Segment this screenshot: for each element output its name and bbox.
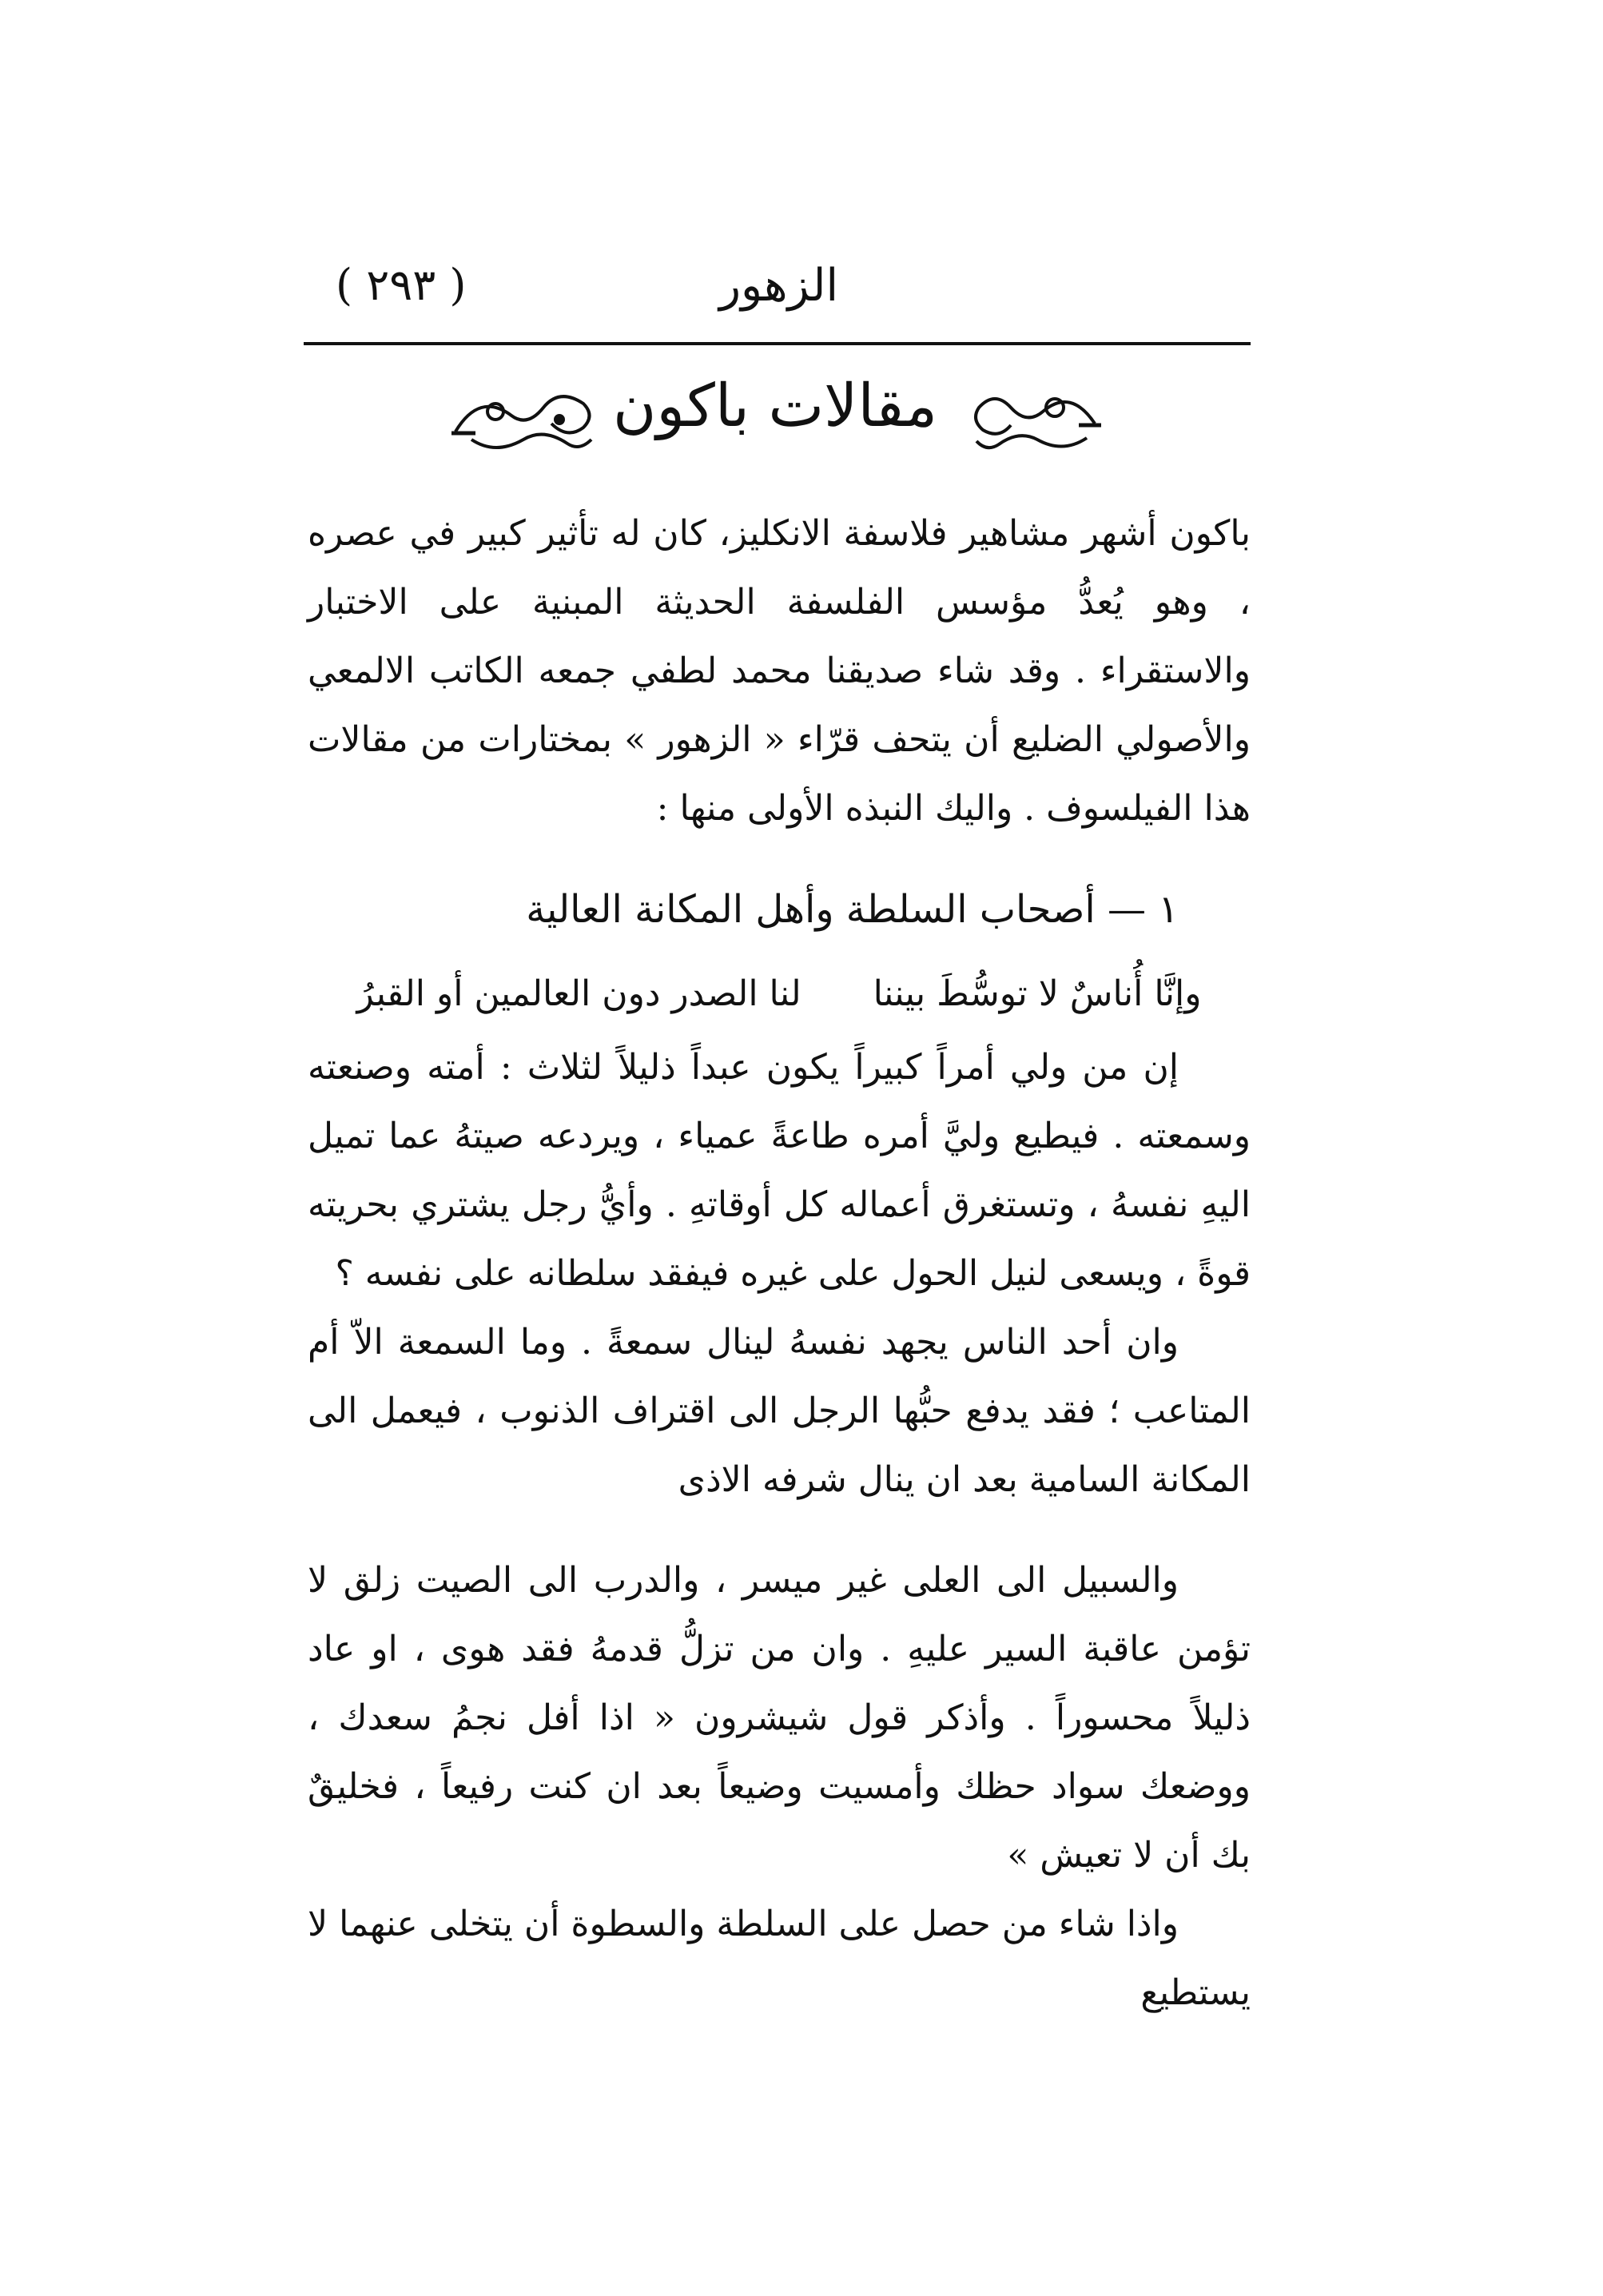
body-paragraph: إن من ولي أمراً كبيراً يكون عبداً ذليلاً لثلاث : أمته وصنعته وسمعته . فيطيع وليَّ أمره طاعةً عمياء ، ويردعه صيتهُ عما تميل اليهِ نفسهُ ، وتستغرق أعماله كل أوقاتهِ . وأيُّ رجل يشتري بحريته قوةً ، ويسعى لنيل الحول على غيره فيفقد سلطانه على نفسه ؟ (308, 1047, 1251, 1294)
body-paragraph: والسبيل الى العلى غير ميسر ، والدرب الى الصيت زلق لا تؤمن عاقبة السير عليهِ . وان من تزلُّ قدمهُ فقد هوى ، او عاد ذليلاً محسوراً . وأذكر قول شيشرون « اذا أفل نجمُ سعدك ، ووضعك سواد حظك وأمسيت وضيعاً بعد ان كنت رفيعاً ، فخليقٌ بك أن لا تعيش » (308, 1560, 1251, 1876)
body-paragraph: واذا شاء من حصل على السلطة والسطوة أن يتخلى عنهما لا يستطيع (308, 1904, 1251, 2013)
left-ornament-icon (447, 376, 599, 464)
verse-line (308, 960, 1251, 1029)
page-number: ( ٢٩٣ ) (336, 260, 467, 310)
page-header (304, 260, 1251, 324)
article-title-block (447, 364, 1103, 483)
verse-hemistich-second: لنا الصدر دون العالمين أو القبرُ (356, 973, 802, 1014)
article-body (308, 499, 1251, 2027)
header-rule (304, 342, 1251, 345)
verse-hemistich-first: وإنَّا أُناسٌ لا توسُّطَ بيننا (873, 973, 1202, 1014)
body-paragraph: وان أحد الناس يجهد نفسهُ لينال سمعةً . وما السمعة الاّ أم المتاعب ؛ فقد يدفع حبُّها الرجل الى اقتراف الذنوب ، فيعمل الى المكانة السامية بعد ان ينال شرفه الاذى (308, 1322, 1251, 1500)
running-title: الزهور (719, 260, 839, 312)
article-title: مقالات باكون (613, 372, 937, 440)
section-heading: ١ — أصحاب السلطة وأهل المكانة العالية (526, 887, 1179, 932)
intro-paragraph: باكون أشهر مشاهير فلاسفة الانكليز، كان له تأثير كبير في عصره ، وهو يُعدُّ مؤسس الفلسفة الحديثة المبنية على الاختبار والاستقراء . وقد شاء صديقنا محمد لطفي جمعه الكاتب الالمعي والأصولي الضليع أن يتحف قرّاء « الزهور » بمختارات من مقالات هذا الفيلسوف . واليك النبذه الأولى منها : (308, 513, 1251, 829)
right-ornament-icon (967, 376, 1103, 464)
